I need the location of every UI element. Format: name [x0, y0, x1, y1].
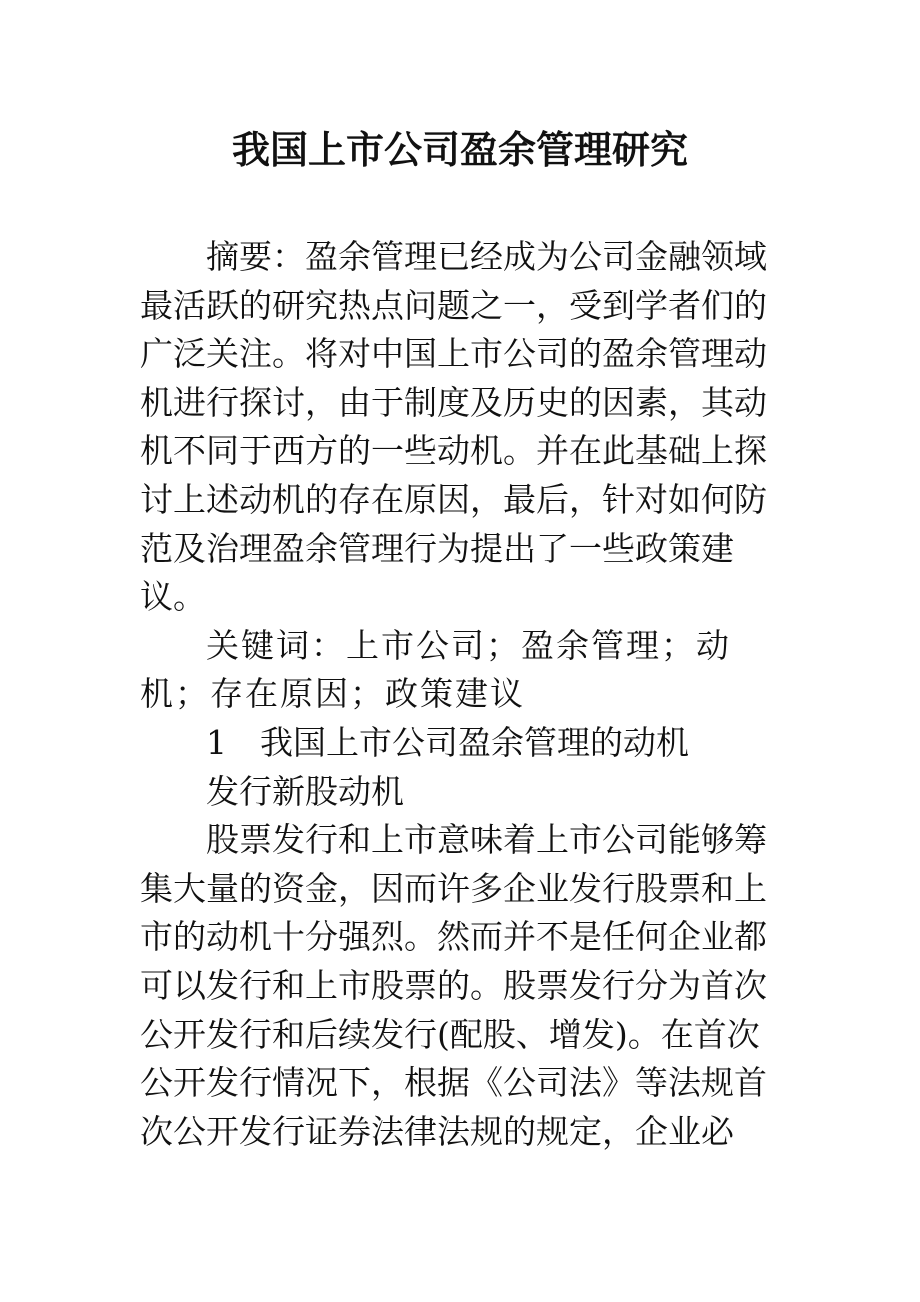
abstract-paragraph: 摘要：盈余管理已经成为公司金融领域最活跃的研究热点问题之一，受到学者们的广泛关注。将对中国上市公司的盈余管理动机进行探讨，由于制度及历史的因素，其动机不同于西方的一些动机。并在此基础上探讨上述动机的存在原因，最后，针对如何防范及治理盈余管理行为提出了一些政策建议。	[140, 237, 767, 617]
subsection-heading: 发行新股动机	[206, 771, 404, 811]
document-title: 我国上市公司盈余管理研究	[231, 127, 688, 172]
body-paragraph: 股票发行和上市意味着上市公司能够筹集大量的资金，因而许多企业发行股票和上市的动机十分强烈。然而并不是任何企业都可以发行和上市股票的。股票发行分为首次公开发行和后续发行(配股、增发)。在首次公开发行情况下，根据《公司法》等法规首次公开发行证券法律法规的规定，企业必	[140, 820, 767, 1151]
keywords-paragraph: 关键词：上市公司；盈余管理；动机；存在原因；政策建议	[140, 625, 731, 714]
document-body	[140, 233, 785, 1156]
section-heading: 1 我国上市公司盈余管理的动机	[206, 722, 689, 762]
